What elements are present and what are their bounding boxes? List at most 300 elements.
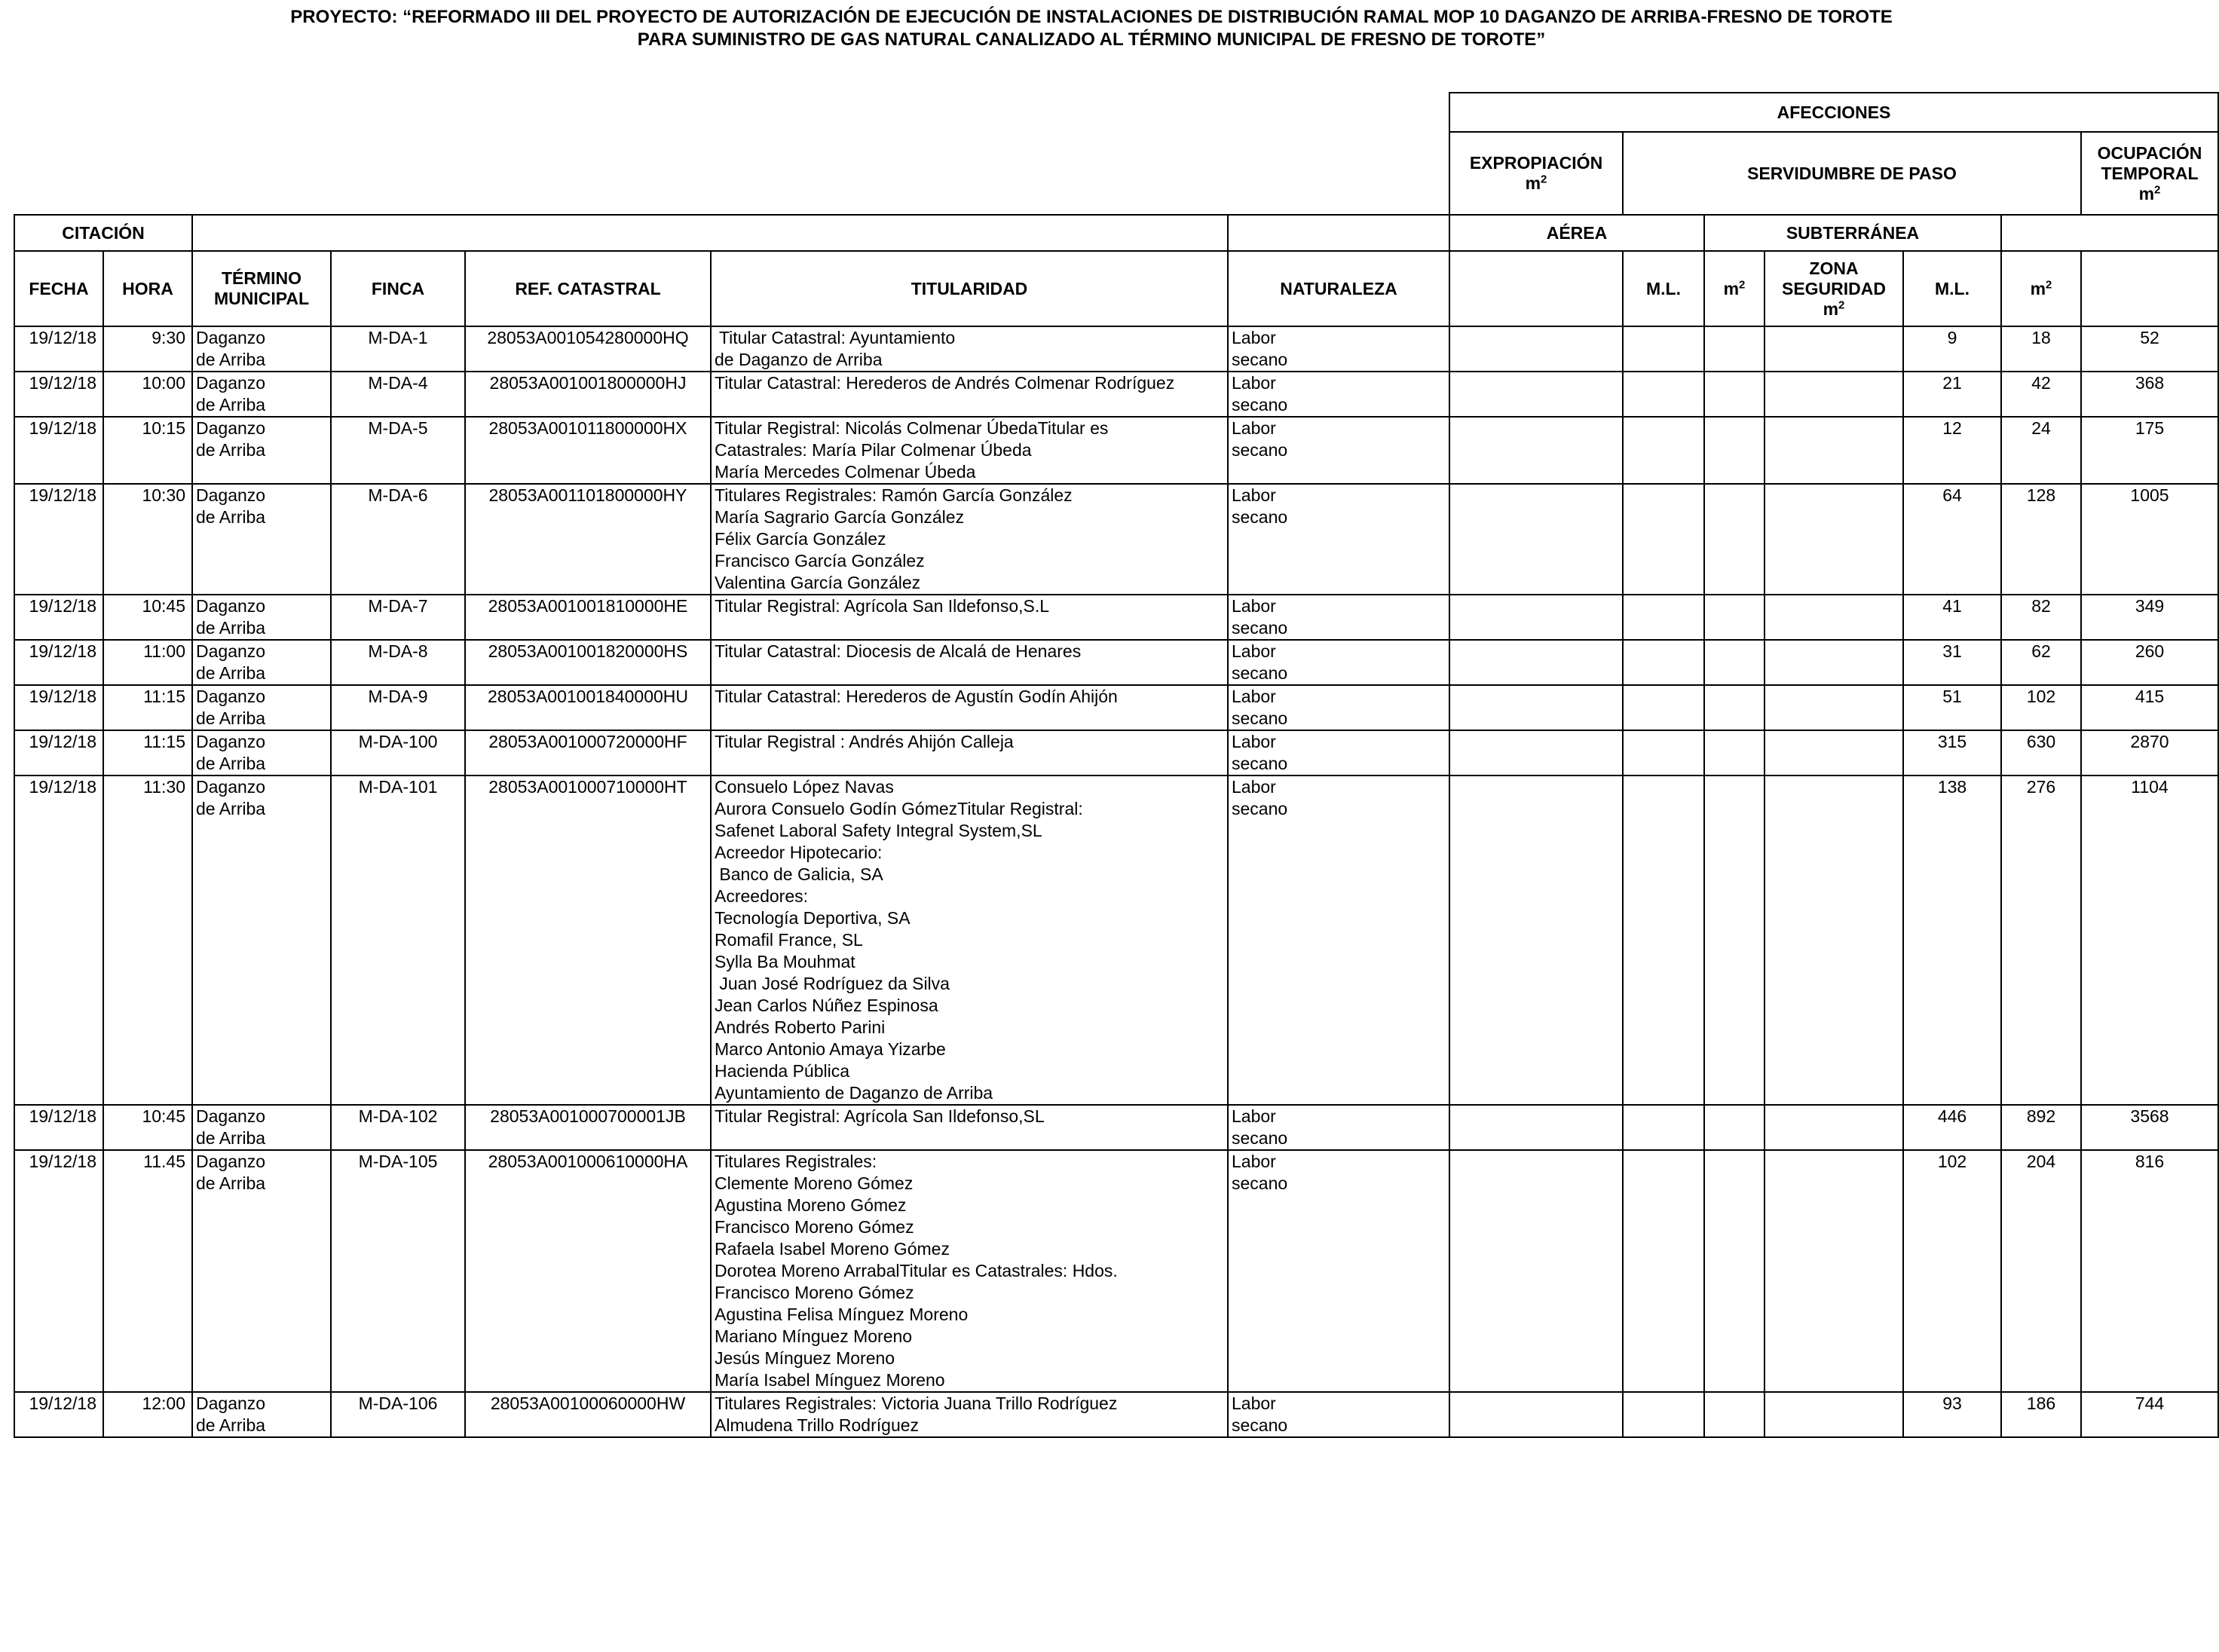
ref-catastral-cell bbox=[465, 484, 711, 595]
aerea-m2-cell bbox=[1704, 640, 1764, 685]
zona-seguridad-unit-exp: 2 bbox=[1838, 298, 1845, 311]
zona-seguridad-cell bbox=[1764, 1105, 1903, 1150]
titularidad-cell bbox=[711, 776, 1228, 1105]
titularidad-cell-text: Titular Catastral: Herederos de Andrés Colmenar Rodríguez bbox=[715, 373, 1175, 393]
aerea-ml-header: M.L. bbox=[1623, 251, 1704, 326]
aerea-ml-cell bbox=[1623, 1392, 1704, 1437]
subterranea-header: SUBTERRÁNEA bbox=[1704, 215, 2001, 251]
finca-cell-text: M-DA-102 bbox=[358, 1106, 438, 1126]
termino-cell-text: Daganzo de Arriba bbox=[196, 596, 266, 638]
finca-cell bbox=[331, 776, 465, 1105]
subterranea-ml-cell bbox=[1903, 730, 2001, 776]
fecha-cell-text: 19/12/18 bbox=[29, 373, 96, 393]
hora-cell bbox=[103, 1105, 192, 1150]
header-row-1 bbox=[14, 93, 2218, 132]
termino-cell-text: Daganzo de Arriba bbox=[196, 641, 266, 683]
aerea-ml-cell bbox=[1623, 640, 1704, 685]
titularidad-cell bbox=[711, 1150, 1228, 1392]
table-row bbox=[14, 776, 2218, 1105]
table-row bbox=[14, 640, 2218, 685]
titularidad-cell bbox=[711, 417, 1228, 484]
ocupacion-unit: m bbox=[2138, 183, 2155, 203]
termino-cell-text: Daganzo de Arriba bbox=[196, 485, 266, 527]
ref-catastral-cell-text: 28053A001001810000HE bbox=[488, 596, 688, 616]
aerea-m2-label: m bbox=[1723, 278, 1740, 298]
expropiacion-cell bbox=[1449, 1150, 1623, 1392]
aerea-m2-cell bbox=[1704, 1392, 1764, 1437]
aerea-ml-cell bbox=[1623, 685, 1704, 730]
ref-catastral-cell bbox=[465, 1392, 711, 1437]
ocupacion-cell bbox=[2081, 484, 2218, 595]
subterranea-m2-cell bbox=[2001, 1150, 2081, 1392]
expropiacion-cell bbox=[1449, 595, 1623, 640]
subterranea-ml-cell-text: 138 bbox=[1937, 777, 1967, 797]
expropiacion-cell bbox=[1449, 730, 1623, 776]
aerea-ml-cell bbox=[1623, 484, 1704, 595]
subterranea-m2-cell-text: 276 bbox=[2026, 777, 2056, 797]
servidumbre-header: SERVIDUMBRE DE PASO bbox=[1623, 132, 2081, 215]
ocupacion-cell bbox=[2081, 685, 2218, 730]
naturaleza-cell-text: Labor secano bbox=[1232, 1152, 1288, 1193]
ocupacion-cell bbox=[2081, 417, 2218, 484]
subterranea-m2-header bbox=[2001, 251, 2081, 326]
titularidad-cell-text: Titulares Registrales: Ramón García González María Sagrario García González Félix García González Francisco García González Valentina García González bbox=[715, 485, 1073, 592]
naturaleza-cell-text: Labor secano bbox=[1232, 687, 1288, 728]
fecha-cell bbox=[14, 1392, 103, 1437]
aerea-m2-cell bbox=[1704, 326, 1764, 372]
subterranea-m2-cell-text: 18 bbox=[2031, 328, 2051, 347]
naturaleza-cell bbox=[1228, 685, 1449, 730]
subterranea-ml-cell bbox=[1903, 326, 2001, 372]
naturaleza-cell-text: Labor secano bbox=[1232, 1106, 1288, 1148]
subterranea-m2-cell-text: 204 bbox=[2026, 1152, 2056, 1171]
fecha-cell bbox=[14, 326, 103, 372]
table-row bbox=[14, 1392, 2218, 1437]
ocupacion-header bbox=[2081, 132, 2218, 215]
ref-catastral-cell bbox=[465, 730, 711, 776]
table-row bbox=[14, 372, 2218, 417]
termino-cell-text: Daganzo de Arriba bbox=[196, 732, 266, 773]
ocupacion-cell-text: 2870 bbox=[2130, 732, 2169, 751]
expropiacion-unit-exp: 2 bbox=[1541, 173, 1547, 186]
ocupacion-cell-text: 1104 bbox=[2131, 777, 2168, 797]
hora-cell bbox=[103, 326, 192, 372]
subterranea-m2-cell bbox=[2001, 730, 2081, 776]
naturaleza-cell bbox=[1228, 776, 1449, 1105]
subterranea-ml-cell bbox=[1903, 1392, 2001, 1437]
expropiacion-cell bbox=[1449, 640, 1623, 685]
fecha-cell bbox=[14, 595, 103, 640]
finca-cell-text: M-DA-7 bbox=[368, 596, 428, 616]
table-row bbox=[14, 595, 2218, 640]
titularidad-cell-text: Titular Catastral: Ayuntamiento de Daganzo de Arriba bbox=[715, 328, 956, 369]
table-row bbox=[14, 685, 2218, 730]
ref-catastral-cell-text: 28053A001000700001JB bbox=[490, 1106, 686, 1126]
finca-cell-text: M-DA-5 bbox=[368, 418, 428, 438]
finca-cell bbox=[331, 1105, 465, 1150]
ref-catastral-cell bbox=[465, 776, 711, 1105]
table-row bbox=[14, 1105, 2218, 1150]
naturaleza-cell bbox=[1228, 1105, 1449, 1150]
naturaleza-cell-text: Labor secano bbox=[1232, 777, 1288, 818]
termino-cell-text: Daganzo de Arriba bbox=[196, 777, 266, 818]
aerea-ml-cell bbox=[1623, 1150, 1704, 1392]
ref-catastral-cell bbox=[465, 1105, 711, 1150]
termino-label: TÉRMINO MUNICIPAL bbox=[213, 268, 310, 308]
subterranea-ml-cell-text: 64 bbox=[1942, 485, 1962, 505]
finca-cell bbox=[331, 372, 465, 417]
ocupacion-cell bbox=[2081, 640, 2218, 685]
naturaleza-cell bbox=[1228, 372, 1449, 417]
subterranea-ml-cell-text: 51 bbox=[1942, 687, 1962, 706]
subterranea-ml-cell-text: 93 bbox=[1942, 1393, 1962, 1413]
hora-cell-text: 12:00 bbox=[142, 1393, 185, 1413]
subterranea-m2-cell-text: 42 bbox=[2031, 373, 2051, 393]
ocupacion-cell-text: 744 bbox=[2135, 1393, 2165, 1413]
finca-header: FINCA bbox=[331, 251, 465, 326]
hora-cell bbox=[103, 1150, 192, 1392]
naturaleza-cell bbox=[1228, 417, 1449, 484]
fecha-cell bbox=[14, 372, 103, 417]
subterranea-ml-cell bbox=[1903, 1105, 2001, 1150]
hora-cell bbox=[103, 372, 192, 417]
subterranea-ml-cell bbox=[1903, 595, 2001, 640]
subterranea-ml-cell-text: 102 bbox=[1937, 1152, 1967, 1171]
table-row bbox=[14, 1150, 2218, 1392]
ref-catastral-cell-text: 28053A001001840000HU bbox=[487, 687, 689, 706]
ocupacion-cell-text: 368 bbox=[2135, 373, 2165, 393]
ocupacion-cell bbox=[2081, 1392, 2218, 1437]
ocupacion-cell bbox=[2081, 372, 2218, 417]
hora-cell bbox=[103, 417, 192, 484]
ref-catastral-cell bbox=[465, 1150, 711, 1392]
citacion-header: CITACIÓN bbox=[14, 215, 192, 251]
subterranea-m2-cell-text: 630 bbox=[2026, 732, 2056, 751]
fecha-cell bbox=[14, 484, 103, 595]
titularidad-cell bbox=[711, 730, 1228, 776]
fecha-cell-text: 19/12/18 bbox=[29, 687, 96, 706]
subterranea-ml-cell-text: 41 bbox=[1942, 596, 1962, 616]
ref-catastral-cell-text: 28053A001101800000HY bbox=[488, 485, 687, 505]
table-row bbox=[14, 326, 2218, 372]
subterranea-ml-cell bbox=[1903, 640, 2001, 685]
termino-cell-text: Daganzo de Arriba bbox=[196, 418, 266, 460]
aerea-m2-cell bbox=[1704, 417, 1764, 484]
title-line-1: PROYECTO: “REFORMADO III DEL PROYECTO DE AUTORIZACIÓN DE EJECUCIÓN DE INSTALACIONES DE DISTRIBUCIÓN RAMAL MOP 10 DAGANZO DE ARRIBA-FRESNO DE TOROTE bbox=[290, 7, 1893, 27]
ref-catastral-cell bbox=[465, 640, 711, 685]
ocupacion-cell bbox=[2081, 1105, 2218, 1150]
hora-cell bbox=[103, 730, 192, 776]
subterranea-ml-cell-text: 12 bbox=[1942, 418, 1962, 438]
ocupacion-cell-text: 1005 bbox=[2130, 485, 2169, 505]
titularidad-cell-text: Titular Registral : Andrés Ahijón Calleja bbox=[715, 732, 1014, 751]
fecha-cell bbox=[14, 417, 103, 484]
fecha-cell-text: 19/12/18 bbox=[29, 1393, 96, 1413]
table-row bbox=[14, 484, 2218, 595]
fecha-cell-text: 19/12/18 bbox=[29, 596, 96, 616]
finca-cell-text: M-DA-4 bbox=[368, 373, 428, 393]
termino-cell-text: Daganzo de Arriba bbox=[196, 687, 266, 728]
finca-cell-text: M-DA-101 bbox=[358, 777, 438, 797]
naturaleza-header: NATURALEZA bbox=[1228, 251, 1449, 326]
termino-cell-text: Daganzo de Arriba bbox=[196, 1106, 266, 1148]
titularidad-cell bbox=[711, 372, 1228, 417]
titularidad-cell-text: Titulares Registrales: Clemente Moreno Gómez Agustina Moreno Gómez Francisco Moreno Gómez Rafaela Isabel Moreno Gómez Dorotea Moreno ArrabalTitular es Catastrales: Hdos. Francisco Moreno Gómez Agustina Felisa Mínguez Moreno Mariano Mínguez Moreno Jesús Mínguez Moreno María Isabel Mínguez Moreno bbox=[715, 1152, 1118, 1390]
aerea-ml-cell bbox=[1623, 326, 1704, 372]
hora-cell bbox=[103, 595, 192, 640]
subterranea-ml-cell-text: 31 bbox=[1942, 641, 1962, 661]
termino-cell-text: Daganzo de Arriba bbox=[196, 1152, 266, 1193]
naturaleza-cell bbox=[1228, 595, 1449, 640]
ref-catastral-cell-text: 28053A001000720000HF bbox=[488, 732, 687, 751]
ocupacion-cell bbox=[2081, 776, 2218, 1105]
ref-catastral-cell bbox=[465, 326, 711, 372]
subterranea-m2-exp: 2 bbox=[2046, 277, 2052, 291]
fecha-cell bbox=[14, 1105, 103, 1150]
aerea-m2-cell bbox=[1704, 484, 1764, 595]
subterranea-ml-cell bbox=[1903, 484, 2001, 595]
termino-cell bbox=[192, 1150, 331, 1392]
fecha-cell-text: 19/12/18 bbox=[29, 1152, 96, 1171]
subterranea-m2-cell-text: 186 bbox=[2026, 1393, 2056, 1413]
hora-cell bbox=[103, 640, 192, 685]
subterranea-ml-cell-text: 446 bbox=[1937, 1106, 1967, 1126]
termino-header bbox=[192, 251, 331, 326]
expropiacion-header bbox=[1449, 132, 1623, 215]
ref-catastral-cell bbox=[465, 417, 711, 484]
subterranea-m2-cell-text: 82 bbox=[2031, 596, 2051, 616]
zona-seguridad-unit: m bbox=[1823, 298, 1839, 319]
naturaleza-cell-text: Labor secano bbox=[1232, 596, 1288, 638]
hora-cell bbox=[103, 776, 192, 1105]
aerea-ml-cell bbox=[1623, 776, 1704, 1105]
document-title bbox=[0, 6, 2183, 51]
aerea-m2-exp: 2 bbox=[1739, 277, 1746, 291]
hora-cell-text: 11:15 bbox=[143, 687, 185, 706]
finca-cell bbox=[331, 417, 465, 484]
naturaleza-cell-text: Labor secano bbox=[1232, 641, 1288, 683]
naturaleza-cell bbox=[1228, 1150, 1449, 1392]
fecha-cell bbox=[14, 776, 103, 1105]
subterranea-m2-cell bbox=[2001, 1105, 2081, 1150]
ocupacion-cell-text: 3568 bbox=[2130, 1106, 2169, 1126]
titularidad-cell bbox=[711, 640, 1228, 685]
aerea-ml-cell bbox=[1623, 595, 1704, 640]
titularidad-cell bbox=[711, 1392, 1228, 1437]
finca-cell bbox=[331, 1150, 465, 1392]
aerea-m2-cell bbox=[1704, 730, 1764, 776]
ref-catastral-cell-text: 28053A001000710000HT bbox=[488, 777, 687, 797]
termino-cell-text: Daganzo de Arriba bbox=[196, 1393, 266, 1435]
aerea-m2-cell bbox=[1704, 595, 1764, 640]
fecha-cell-text: 19/12/18 bbox=[29, 732, 96, 751]
finca-cell bbox=[331, 685, 465, 730]
ocupacion-cell-text: 175 bbox=[2135, 418, 2165, 438]
hora-cell-text: 11:00 bbox=[143, 641, 185, 661]
expropiacion-cell bbox=[1449, 1392, 1623, 1437]
finca-cell bbox=[331, 595, 465, 640]
hora-cell-text: 10:45 bbox=[142, 1106, 185, 1126]
ref-catastral-cell-text: 28053A00100060000HW bbox=[490, 1393, 686, 1413]
termino-cell bbox=[192, 417, 331, 484]
zona-seguridad-cell bbox=[1764, 776, 1903, 1105]
termino-cell bbox=[192, 640, 331, 685]
aerea-header: AÉREA bbox=[1449, 215, 1704, 251]
subterranea-ml-cell bbox=[1903, 685, 2001, 730]
hora-cell-text: 9:30 bbox=[152, 328, 185, 347]
zona-seguridad-label: ZONA SEGURIDAD bbox=[1781, 258, 1886, 298]
aerea-ml-cell bbox=[1623, 372, 1704, 417]
header-row-4 bbox=[14, 251, 2218, 326]
zona-seguridad-cell bbox=[1764, 1392, 1903, 1437]
termino-cell-text: Daganzo de Arriba bbox=[196, 328, 266, 369]
ref-catastral-cell-text: 28053A001011800000HX bbox=[488, 418, 687, 438]
subterranea-ml-header: M.L. bbox=[1903, 251, 2001, 326]
hora-cell-text: 11:15 bbox=[143, 732, 185, 751]
table-body bbox=[14, 326, 2218, 1437]
finca-cell-text: M-DA-105 bbox=[358, 1152, 438, 1171]
fecha-cell-text: 19/12/18 bbox=[29, 328, 96, 347]
termino-cell bbox=[192, 326, 331, 372]
subterranea-ml-cell bbox=[1903, 417, 2001, 484]
fecha-cell bbox=[14, 640, 103, 685]
naturaleza-cell bbox=[1228, 484, 1449, 595]
aerea-m2-cell bbox=[1704, 1150, 1764, 1392]
subterranea-m2-cell bbox=[2001, 776, 2081, 1105]
finca-cell-text: M-DA-100 bbox=[358, 732, 438, 751]
finca-cell-text: M-DA-8 bbox=[368, 641, 428, 661]
titularidad-cell bbox=[711, 326, 1228, 372]
table-row bbox=[14, 730, 2218, 776]
zona-seguridad-cell bbox=[1764, 326, 1903, 372]
expropiacion-cell bbox=[1449, 372, 1623, 417]
termino-cell bbox=[192, 1105, 331, 1150]
fecha-header: FECHA bbox=[14, 251, 103, 326]
titularidad-cell-text: Titulares Registrales: Victoria Juana Trillo Rodríguez Almudena Trillo Rodríguez bbox=[715, 1393, 1118, 1435]
aerea-ml-cell bbox=[1623, 730, 1704, 776]
naturaleza-cell bbox=[1228, 640, 1449, 685]
expropiacion-label: EXPROPIACIÓN bbox=[1469, 153, 1603, 173]
subterranea-m2-cell bbox=[2001, 1392, 2081, 1437]
zona-seguridad-cell bbox=[1764, 595, 1903, 640]
aerea-m2-header bbox=[1704, 251, 1764, 326]
ocupacion-unit-exp: 2 bbox=[2154, 182, 2161, 196]
finca-cell bbox=[331, 326, 465, 372]
finca-cell bbox=[331, 730, 465, 776]
title-line-2: PARA SUMINISTRO DE GAS NATURAL CANALIZADO AL TÉRMINO MUNICIPAL DE FRESNO DE TOROTE” bbox=[637, 29, 1546, 50]
hora-cell-text: 10:15 bbox=[142, 418, 185, 438]
subterranea-ml-cell bbox=[1903, 372, 2001, 417]
zona-seguridad-cell bbox=[1764, 640, 1903, 685]
fecha-cell-text: 19/12/18 bbox=[29, 1106, 96, 1126]
expropiacion-unit: m bbox=[1525, 173, 1541, 193]
expropiacion-cell bbox=[1449, 417, 1623, 484]
termino-cell bbox=[192, 730, 331, 776]
hora-cell-text: 10:45 bbox=[142, 596, 185, 616]
zona-seguridad-cell bbox=[1764, 372, 1903, 417]
aerea-ml-cell bbox=[1623, 417, 1704, 484]
ref-catastral-cell bbox=[465, 372, 711, 417]
naturaleza-cell-text: Labor secano bbox=[1232, 373, 1288, 415]
subterranea-ml-cell-text: 315 bbox=[1937, 732, 1967, 751]
finca-cell-text: M-DA-6 bbox=[368, 485, 428, 505]
subterranea-ml-cell-text: 9 bbox=[1947, 328, 1957, 347]
expropiacion-cell bbox=[1449, 1105, 1623, 1150]
ref-catastral-cell-text: 28053A001001800000HJ bbox=[489, 373, 687, 393]
subterranea-m2-cell-text: 892 bbox=[2026, 1106, 2056, 1126]
subterranea-m2-cell bbox=[2001, 417, 2081, 484]
aerea-ml-cell bbox=[1623, 1105, 1704, 1150]
expropiacion-cell bbox=[1449, 776, 1623, 1105]
zona-seguridad-cell bbox=[1764, 1150, 1903, 1392]
subterranea-m2-label: m bbox=[2030, 278, 2046, 298]
subterranea-m2-cell bbox=[2001, 372, 2081, 417]
fecha-cell-text: 19/12/18 bbox=[29, 418, 96, 438]
hora-cell-text: 11:30 bbox=[143, 777, 185, 797]
fecha-cell bbox=[14, 1150, 103, 1392]
hora-cell bbox=[103, 685, 192, 730]
titularidad-cell-text: Consuelo López Navas Aurora Consuelo Godín GómezTitular Registral: Safenet Laboral Safety Integral System,SL Acreedor Hipotecario: Banco de Galicia, SA Acreedores: Tecnología Deportiva, SA Romafil France, SL Sylla Ba Mouhmat Juan José Rodríguez da Silva Jean Carlos Núñez Espinosa Andrés Roberto Parini Marco Antonio Amaya Yizarbe Hacienda Pública Ayuntamiento de Daganzo de Arriba bbox=[715, 777, 1083, 1103]
zona-seguridad-header bbox=[1764, 251, 1903, 326]
fecha-cell bbox=[14, 685, 103, 730]
hora-header: HORA bbox=[103, 251, 192, 326]
subterranea-m2-cell bbox=[2001, 685, 2081, 730]
naturaleza-cell-text: Labor secano bbox=[1232, 418, 1288, 460]
subterranea-m2-cell bbox=[2001, 640, 2081, 685]
ref-catastral-header: REF. CATASTRAL bbox=[465, 251, 711, 326]
finca-cell-text: M-DA-9 bbox=[368, 687, 428, 706]
hora-cell-text: 10:30 bbox=[142, 485, 185, 505]
subterranea-m2-cell-text: 62 bbox=[2031, 641, 2051, 661]
ocupacion-cell-text: 415 bbox=[2135, 687, 2165, 706]
ref-catastral-cell-text: 28053A001054280000HQ bbox=[487, 328, 689, 347]
titularidad-header: TITULARIDAD bbox=[711, 251, 1228, 326]
ref-catastral-cell bbox=[465, 595, 711, 640]
zona-seguridad-cell bbox=[1764, 730, 1903, 776]
aerea-m2-cell bbox=[1704, 776, 1764, 1105]
titularidad-cell-text: Titular Catastral: Herederos de Agustín Godín Ahijón bbox=[715, 687, 1118, 706]
subterranea-m2-cell bbox=[2001, 595, 2081, 640]
zona-seguridad-cell bbox=[1764, 685, 1903, 730]
ocupacion-cell-text: 52 bbox=[2140, 328, 2159, 347]
termino-cell-text: Daganzo de Arriba bbox=[196, 373, 266, 415]
expropiacion-value-header bbox=[1449, 251, 1623, 326]
subterranea-m2-cell-text: 24 bbox=[2031, 418, 2051, 438]
fecha-cell bbox=[14, 730, 103, 776]
ocupacion-cell-text: 816 bbox=[2135, 1152, 2165, 1171]
subterranea-m2-cell bbox=[2001, 484, 2081, 595]
subterranea-ml-cell bbox=[1903, 776, 2001, 1105]
termino-cell bbox=[192, 484, 331, 595]
naturaleza-cell-text: Labor secano bbox=[1232, 485, 1288, 527]
finca-cell bbox=[331, 640, 465, 685]
termino-cell bbox=[192, 595, 331, 640]
naturaleza-cell bbox=[1228, 326, 1449, 372]
table-row bbox=[14, 417, 2218, 484]
ocupacion-cell-text: 260 bbox=[2135, 641, 2165, 661]
ocupacion-cell bbox=[2081, 730, 2218, 776]
hora-cell bbox=[103, 1392, 192, 1437]
ref-catastral-cell-text: 28053A001000610000HA bbox=[488, 1152, 688, 1171]
expropiacion-cell bbox=[1449, 326, 1623, 372]
termino-cell bbox=[192, 1392, 331, 1437]
zona-seguridad-cell bbox=[1764, 484, 1903, 595]
finca-cell-text: M-DA-106 bbox=[358, 1393, 438, 1413]
ocupacion-label: OCUPACIÓN TEMPORAL bbox=[2097, 142, 2202, 183]
expropiacion-cell bbox=[1449, 685, 1623, 730]
ref-catastral-cell-text: 28053A001001820000HS bbox=[488, 641, 688, 661]
subterranea-m2-cell-text: 102 bbox=[2026, 687, 2056, 706]
